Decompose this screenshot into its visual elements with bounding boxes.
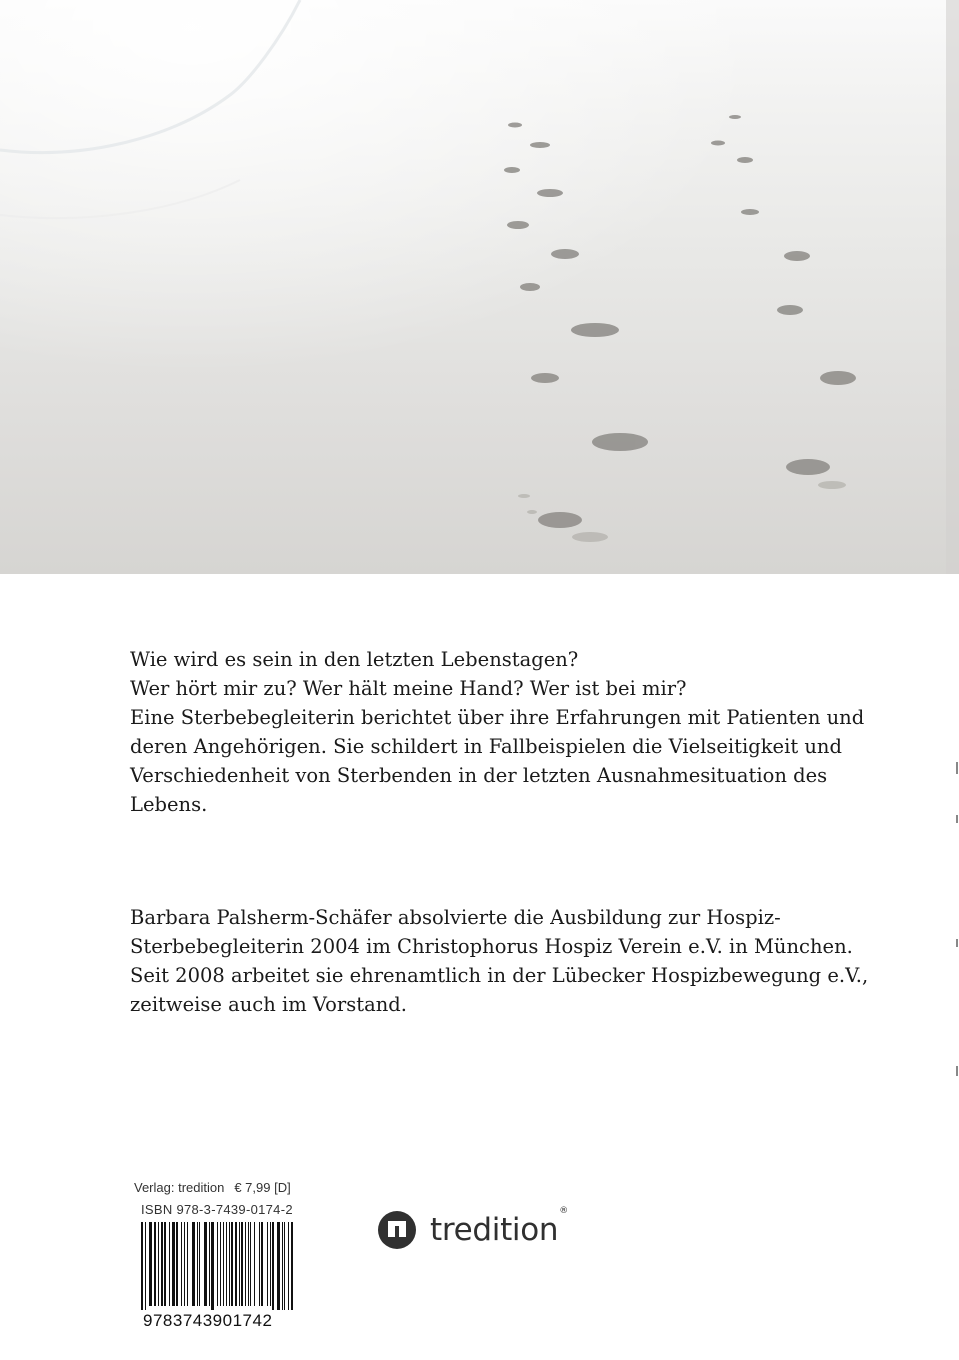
barcode-bar: [204, 1222, 207, 1306]
barcode-bar: [192, 1222, 195, 1306]
edge-mark: [956, 939, 958, 947]
barcode-bar: [284, 1222, 285, 1310]
barcode-bar: [229, 1222, 230, 1306]
blurb-line: deren Angehörigen. Sie schildert in Fallbeispielen die Vielseitigkeit und: [130, 735, 842, 758]
barcode-bar: [226, 1222, 227, 1306]
barcode-bar: [211, 1222, 214, 1310]
tredition-logo-icon: [378, 1211, 416, 1249]
author-bio: [130, 903, 869, 1019]
barcode-bar: [241, 1222, 243, 1306]
barcode-bar: [254, 1222, 255, 1306]
edge-mark: [956, 815, 958, 823]
author-bio-line: Barbara Palsherm-Schäfer absolvierte die Ausbildung zur Hospiz-: [130, 906, 781, 929]
barcode-bar: [248, 1222, 249, 1306]
barcode-bar: [259, 1222, 260, 1306]
barcode-bar: [288, 1222, 289, 1310]
barcode-bar: [291, 1222, 293, 1310]
barcode-bar: [141, 1222, 143, 1310]
barcode-bar: [217, 1222, 218, 1306]
barcode-bar: [282, 1222, 283, 1310]
blurb-text: [130, 645, 865, 819]
price-label: € 7,99 [D]: [234, 1180, 291, 1195]
barcode-bar: [145, 1222, 146, 1310]
author-bio-line: Sterbebegleiterin 2004 im Christophorus Hospiz Verein e.V. in München.: [130, 935, 853, 958]
footprints-image: [0, 0, 959, 574]
barcode-bar: [209, 1222, 210, 1306]
barcode-bar: [158, 1222, 159, 1306]
publisher-label: Verlag: tredition: [134, 1180, 225, 1195]
edge-mark: [956, 1066, 958, 1076]
barcode-bar: [169, 1222, 170, 1306]
cover-photo-footprints: [0, 0, 959, 574]
barcode-bar: [261, 1222, 263, 1306]
blurb-line: Eine Sterbebegleiterin berichtet über ihre Erfahrungen mit Patienten und: [130, 706, 865, 729]
barcode-bar: [239, 1222, 240, 1306]
barcode-bar: [270, 1222, 271, 1306]
author-bio-line: zeitweise auch im Vorstand.: [130, 993, 407, 1016]
isbn-barcode: [139, 1222, 297, 1310]
author-bio-line: Seit 2008 arbeitet sie ehrenamtlich in der Lübecker Hospizbewegung e.V.,: [130, 964, 869, 987]
barcode-bar: [181, 1222, 182, 1306]
publisher-logo: [378, 1206, 568, 1249]
barcode-bar: [199, 1222, 200, 1306]
blurb-line: Wie wird es sein in den letzten Lebenstagen?: [130, 648, 579, 671]
barcode-bar: [149, 1222, 152, 1306]
logo-text: tredition: [430, 1212, 559, 1248]
barcode-bar: [250, 1222, 251, 1306]
barcode-bar: [245, 1222, 246, 1306]
barcode-bar: [154, 1222, 156, 1306]
isbn-label: ISBN 978-3-7439-0174-2: [141, 1202, 293, 1217]
barcode-bar: [220, 1222, 221, 1306]
barcode-bar: [172, 1222, 175, 1306]
barcode-bar: [231, 1222, 233, 1306]
registered-mark: ®: [559, 1206, 568, 1216]
blurb-line: Lebens.: [130, 793, 208, 816]
logo-wordmark: [430, 1206, 568, 1248]
blurb-line: Wer hört mir zu? Wer hält meine Hand? Wer ist bei mir?: [130, 677, 687, 700]
barcode-bar: [235, 1222, 237, 1306]
barcode-bar: [223, 1222, 224, 1306]
barcode-bar: [272, 1222, 274, 1310]
barcode-bar: [187, 1222, 188, 1306]
barcode-bar: [161, 1222, 163, 1306]
blurb-line: Verschiedenheit von Sterbenden in der letzten Ausnahmesituation des: [130, 764, 828, 787]
barcode-bar: [176, 1222, 178, 1306]
barcode-bar: [267, 1222, 268, 1306]
barcode-number: 9783743901742: [143, 1311, 273, 1330]
barcode-bar: [277, 1222, 280, 1310]
barcode-bar: [164, 1222, 166, 1306]
imprint-line: [134, 1180, 291, 1195]
barcode-bar: [197, 1222, 198, 1306]
edge-mark: [956, 762, 958, 774]
barcode-bar: [184, 1222, 185, 1306]
